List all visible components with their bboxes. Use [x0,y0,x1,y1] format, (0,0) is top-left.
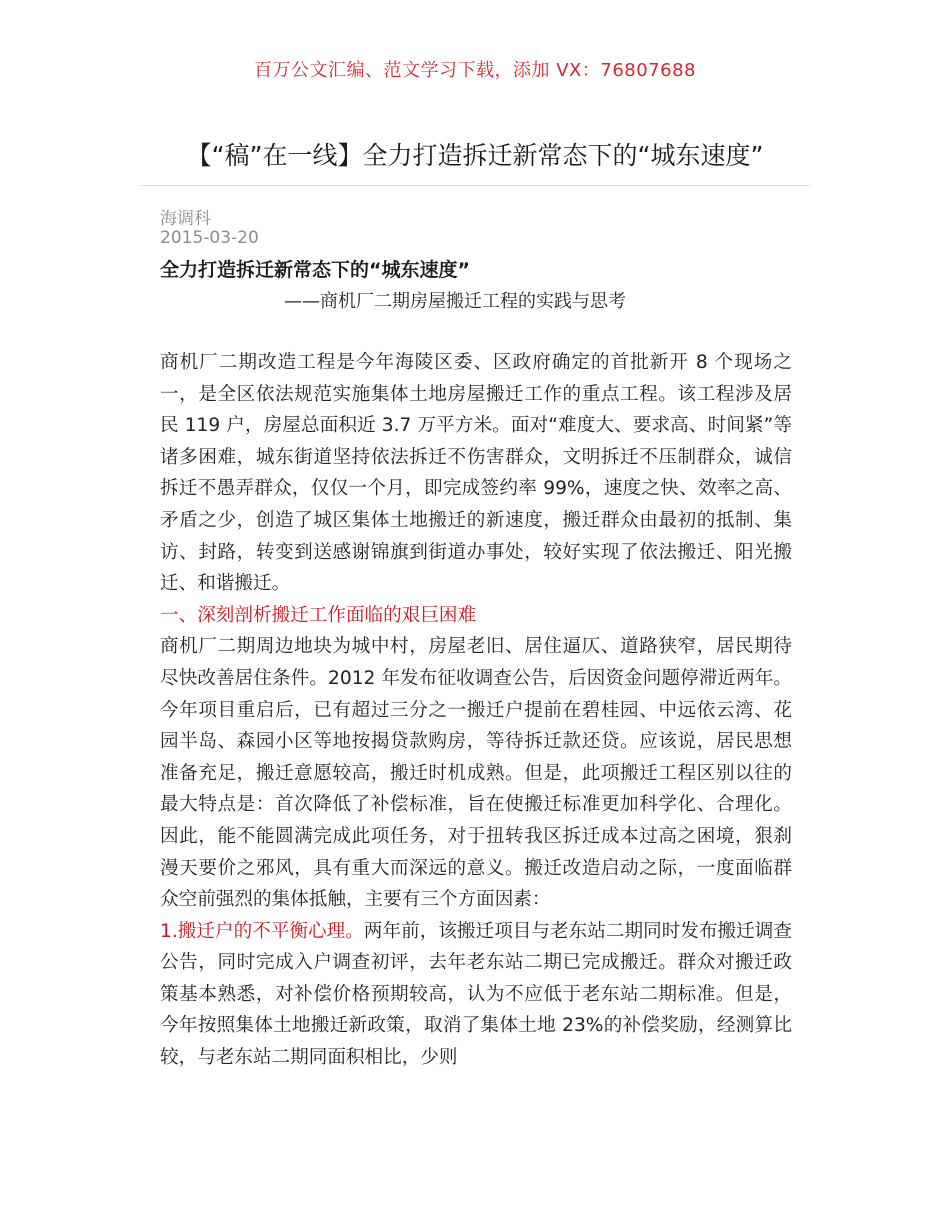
article-date: 2015-03-20 [160,228,259,248]
article-heading: 全力打造拆迁新常态下的“城东速度” [160,259,470,281]
article-body [160,347,792,1074]
point-1-text: 两年前，该搬迁项目与老东站二期同时发布搬迁调查公告，同时完成入户调查初评，去年老东站二期已完成搬迁。群众对搬迁政策基本熟悉，对补偿价格预期较高，认为不应低于老东站二期标准。但是，今年按照集体土地搬迁新政策，取消了集体土地 23%的补偿奖励，经测算比较，与老东站二期同面积相比，少则 [160,920,792,1069]
article-subheading: ——商机厂二期房屋搬迁工程的实践与思考 [284,291,626,312]
article-title: 【“稿”在一线】全力打造拆迁新常态下的“城东速度” [186,141,764,170]
article-author: 海调科 [160,209,211,229]
section-1-paragraph: 商机厂二期周边地块为城中村，房屋老旧、居住逼仄、道路狭窄，居民期待尽快改善居住条件。2012 年发布征收调查公告，后因资金问题停滞近两年。今年项目重启后，已有超过三分之一搬迁户提前在碧桂园、中远依云湾、花园半岛、森园小区等地按揭贷款购房，等待拆迁款还贷。应该说，居民思想准备充足，搬迁意愿较高，搬迁时机成熟。但是，此项搬迁工程区别以往的最大特点是：首次降低了补偿标准，旨在使搬迁标准更加科学化、合理化。因此，能不能圆满完成此项任务，对于扭转我区拆迁成本过高之困境，狠刹漫天要价之邪风，具有重大而深远的意义。搬迁改造启动之际，一度面临群众空前强烈的集体抵触，主要有三个方面因素： [160,636,792,911]
point-1-label: 1.搬迁户的不平衡心理。 [160,920,364,942]
download-banner: 百万公文汇编、范文学习下载，添加 VX：76807688 [254,60,696,81]
section-1-title: 一、深刻剖析搬迁工作面临的艰巨困难 [160,604,477,626]
intro-paragraph: 商机厂二期改造工程是今年海陵区委、区政府确定的首批新开 8 个现场之一，是全区依法规范实施集体土地房屋搬迁工作的重点工程。该工程涉及居民 119 户，房屋总面积近 3.7 万平方米。面对“难度大、要求高、时间紧”等诸多困难，城东街道坚持依法拆迁不伤害群众，文明拆迁不压制群众，诚信拆迁不愚弄群众，仅仅一个月，即完成签约率 99%，速度之快、效率之高、矛盾之少，创造了城区集体土地搬迁的新速度，搬迁群众由最初的抵制、集访、封路，转变到送感谢锦旗到街道办事处，较好实现了依法搬迁、阳光搬迁、和谐搬迁。 [160,352,792,595]
title-divider [140,185,810,186]
point-1-paragraph [160,916,792,1074]
